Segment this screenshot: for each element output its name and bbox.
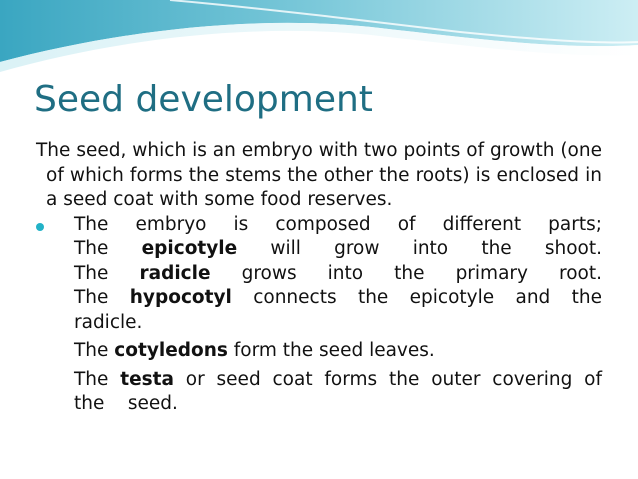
term-radicle: radicle <box>139 262 211 284</box>
term-hypocotyl: hypocotyl <box>129 287 232 308</box>
slide-body <box>36 139 602 417</box>
bullet-embryo-parts <box>36 213 602 336</box>
bullet-line-epicotyle: The epicotyle will grow into the shoot. <box>74 238 602 259</box>
bullet-line-radicle: The radicle grows into the primary root. <box>74 262 602 284</box>
slide-title: Seed development <box>34 79 373 120</box>
bullet-line-5: radicle. <box>74 311 143 333</box>
intro-paragraph: The seed, which is an embryo with two points of growth (one of which forms the stems the other the roots) is enclosed in a seed coat with some food reserves. <box>36 140 602 210</box>
bullet-icon <box>36 223 44 231</box>
bullet-line-1: The embryo is composed of different parts; <box>74 213 602 235</box>
testa-paragraph: The testa or seed coat forms the outer covering of the seed. <box>74 368 602 414</box>
header-wave-decoration <box>0 0 638 80</box>
term-testa: testa <box>120 368 174 390</box>
bullet-line-hypocotyl: The hypocotyl connects the epicotyle and the <box>74 287 602 308</box>
term-cotyledons: cotyledons <box>114 340 228 361</box>
cotyledons-paragraph: The cotyledons form the seed leaves. <box>74 340 435 361</box>
term-epicotyle: epicotyle <box>141 238 238 259</box>
